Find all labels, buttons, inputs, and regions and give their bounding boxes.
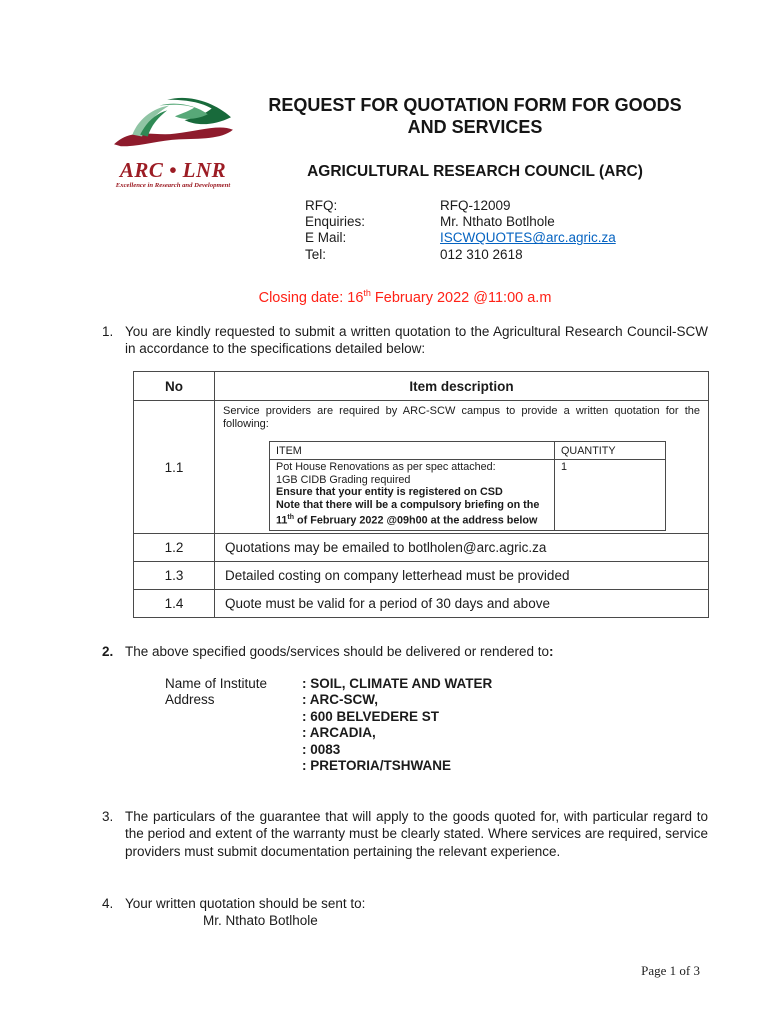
paragraph-3 — [102, 808, 708, 860]
address-value-4: : 0083 — [302, 741, 341, 757]
delivery-address-block — [165, 676, 492, 774]
institute-row — [165, 676, 492, 692]
page-number: Page 1 of 3 — [641, 963, 700, 978]
paragraph-4-contact: Mr. Nthato Botlhole — [203, 913, 318, 929]
paragraph-2-number: 2. — [102, 644, 114, 659]
spec-row-1-1 — [134, 401, 709, 534]
rfq-number-row — [305, 198, 616, 214]
arc-logo — [108, 94, 238, 190]
document-subtitle: AGRICULTURAL RESEARCH COUNCIL (ARC) — [307, 163, 643, 180]
address-value-2: : 600 BELVEDERE ST — [302, 708, 440, 724]
address-label: Address — [165, 692, 215, 708]
rfq-number-label: RFQ: — [305, 198, 338, 213]
title-line-1: REQUEST FOR QUOTATION FORM FOR GOODS — [268, 95, 682, 115]
paragraph-4 — [102, 895, 708, 930]
address-value-3: : ARCADIA, — [302, 725, 376, 741]
row-1-1-no: 1.1 — [134, 401, 215, 534]
paragraph-2-colon: : — [549, 644, 554, 659]
paragraph-3-text: The particulars of the guarantee that will apply to the goods quoted for, with particular regard to the period and extent of the warranty must be clearly stated. Where services are required, service providers must submit documentation pertaining the relevant experience. — [125, 809, 708, 859]
inner-header-row — [270, 442, 666, 460]
closing-date-prefix: Closing date: 16 — [258, 289, 364, 306]
row-1-4-text: Quote must be valid for a period of 30 days and above — [215, 590, 709, 618]
item-line-2: 1GB CIDB Grading required — [276, 473, 411, 486]
item-details-cell — [270, 460, 555, 531]
enquiries-value: Mr. Nthato Botlhole — [440, 214, 555, 230]
enquiries-row — [305, 214, 616, 230]
briefing-post: of February 2022 @09h00 at the address below — [294, 514, 538, 527]
rfq-details — [305, 198, 616, 263]
rfq-number-value: RFQ-12009 — [440, 198, 511, 213]
institute-label: Name of Institute — [165, 676, 268, 691]
briefing-pre: Note that there will be a compulsory briefing on the 11 — [276, 499, 540, 527]
closing-date — [100, 288, 710, 306]
paragraph-4-number: 4. — [102, 896, 114, 911]
paragraph-2-text — [125, 643, 708, 660]
item-quantity-table — [269, 441, 666, 531]
address-row-1 — [165, 692, 492, 708]
inner-body-row — [270, 460, 666, 531]
institute-value: : SOIL, CLIMATE AND WATER — [302, 676, 493, 691]
address-row-2 — [165, 709, 492, 725]
item-note-briefing — [276, 499, 548, 527]
row-1-2-text: Quotations may be emailed to botlholen@arc.agric.za — [215, 534, 709, 562]
spec-row-1-2 — [134, 534, 709, 562]
logo-tagline: Excellence in Research and Development — [115, 182, 231, 189]
briefing-ordinal: th — [287, 513, 295, 521]
email-row — [305, 230, 616, 246]
row-1-1-intro: Service providers are required by ARC-SCW campus to provide a written quotation for the following: — [223, 405, 700, 430]
header-item-description: Item description — [215, 372, 709, 401]
title-line-2: AND SERVICES — [407, 117, 543, 137]
inner-header-quantity: QUANTITY — [555, 442, 666, 460]
address-label-spacer-5 — [165, 758, 302, 774]
tel-label: Tel: — [305, 246, 327, 262]
document-title — [238, 94, 712, 138]
spec-row-1-4 — [134, 590, 709, 618]
closing-date-ordinal: th — [363, 288, 371, 298]
enquiries-label: Enquiries: — [305, 214, 366, 230]
arc-swoosh-icon — [109, 94, 237, 152]
row-1-3-no: 1.3 — [134, 562, 215, 590]
row-1-2-no: 1.2 — [134, 534, 215, 562]
address-row-3 — [165, 725, 492, 741]
email-label: E Mail: — [305, 230, 347, 246]
paragraph-1-text: You are kindly requested to submit a written quotation to the Agricultural Research Council-SCW in accordance to the specifications detailed below: — [125, 324, 708, 357]
row-1-3-text: Detailed costing on company letterhead must be provided — [215, 562, 709, 590]
item-line-1: Pot House Renovations as per spec attached: — [276, 461, 496, 473]
paragraph-4-text — [125, 895, 708, 930]
specification-table — [133, 371, 709, 618]
email-link[interactable]: ISCWQUOTES@arc.agric.za — [440, 230, 616, 246]
header-no: No — [134, 372, 215, 401]
paragraph-2-body: The above specified goods/services should be delivered or rendered to — [125, 644, 550, 659]
address-value-5: : PRETORIA/TSHWANE — [302, 758, 452, 774]
paragraph-1-number: 1. — [102, 324, 114, 339]
address-row-4 — [165, 742, 492, 758]
row-1-1-description — [215, 401, 709, 534]
tel-value: 012 310 2618 — [440, 246, 523, 262]
address-row-5 — [165, 758, 492, 774]
paragraph-2 — [102, 643, 708, 660]
paragraph-3-number: 3. — [102, 809, 114, 824]
inner-header-item: ITEM — [270, 442, 555, 460]
paragraph-4-body: Your written quotation should be sent to: — [125, 896, 366, 911]
spec-row-1-3 — [134, 562, 709, 590]
item-note-csd: Ensure that your entity is registered on CSD — [276, 486, 503, 499]
spec-header-row — [134, 372, 709, 401]
quantity-value-cell: 1 — [555, 460, 666, 531]
address-label-spacer-4 — [165, 742, 302, 758]
row-1-4-no: 1.4 — [134, 590, 215, 618]
closing-date-suffix: February 2022 @11:00 a.m — [370, 289, 552, 306]
address-value-1: : ARC-SCW, — [302, 692, 378, 708]
logo-wordmark: ARC • LNR — [119, 158, 227, 182]
address-label-spacer-3 — [165, 725, 302, 741]
tel-row — [305, 247, 616, 263]
address-label-spacer-2 — [165, 709, 302, 725]
paragraph-1 — [102, 323, 708, 358]
